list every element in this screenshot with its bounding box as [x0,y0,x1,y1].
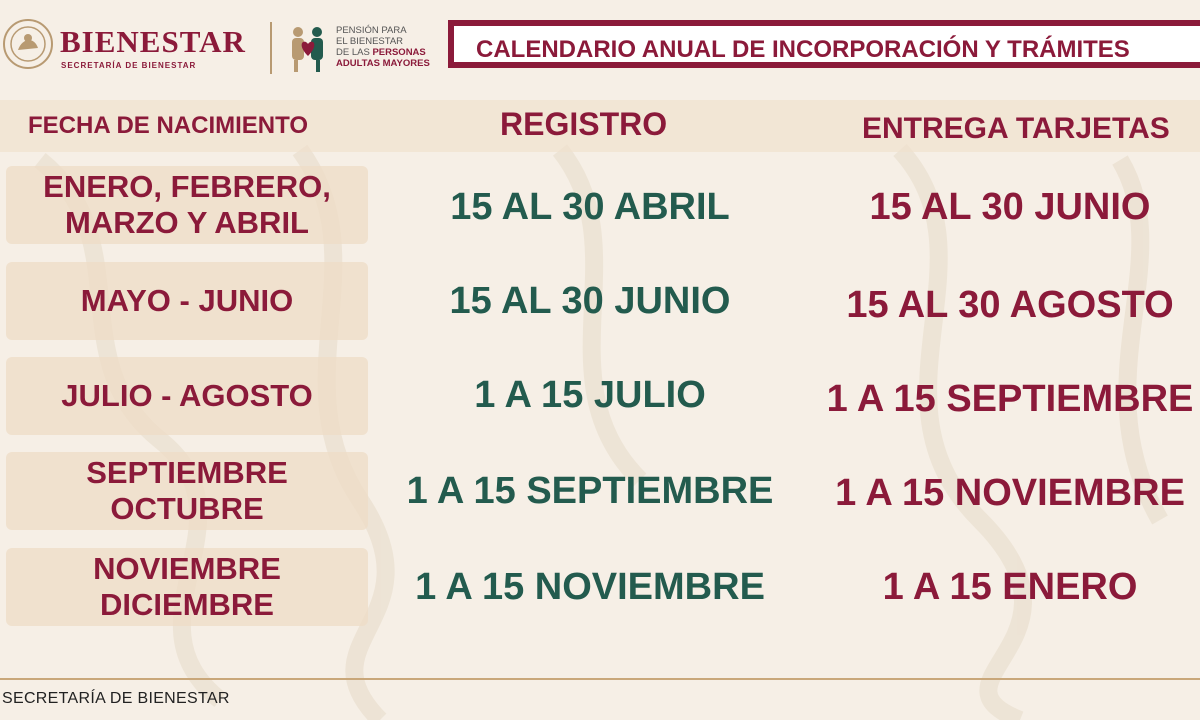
pension-line-4-text: ADULTAS MAYORES [336,58,430,69]
row-registration-date: 15 AL 30 JUNIO [449,280,731,322]
row-birth-months: SEPTIEMBRE OCTUBRE [86,455,288,526]
column-header-cards: ENTREGA TARJETAS [862,112,1170,145]
national-seal-icon [2,18,54,70]
title-banner-inner [454,26,1200,62]
column-header-registration: REGISTRO [500,106,668,142]
pension-line-3a: DE LAS [336,47,370,58]
table-row-label-box [6,357,368,435]
row-card-delivery-date: 1 A 15 ENERO [882,566,1138,608]
pension-line-1: PENSIÓN PARA [336,25,407,36]
table-row-label-box [6,452,368,530]
row-card-delivery-date: 15 AL 30 JUNIO [869,186,1151,228]
row-registration-date: 1 A 15 JULIO [474,374,706,416]
footer-divider [0,678,1200,680]
page-title: CALENDARIO ANUAL DE INCORPORACIÓN Y TRÁMITES [476,36,1130,63]
row-card-delivery-date: 1 A 15 NOVIEMBRE [835,472,1185,514]
row-card-delivery-date: 15 AL 30 AGOSTO [846,284,1174,326]
row-birth-months: NOVIEMBRE DICIEMBRE [93,551,281,622]
pension-logo-icon [286,24,330,72]
pension-line-2: EL BIENESTAR [336,36,404,47]
row-registration-date: 1 A 15 SEPTIEMBRE [406,470,774,512]
row-birth-months: JULIO - AGOSTO [61,378,313,413]
footer-text: SECRETARÍA DE BIENESTAR [2,690,230,707]
brand-subtitle: SECRETARÍA DE BIENESTAR [61,61,197,70]
row-birth-months: MAYO - JUNIO [80,283,294,318]
column-header-birth: FECHA DE NACIMIENTO [28,112,309,139]
table-row-label-box [6,166,368,244]
table-row-label-box [6,262,368,340]
pension-line-3b: PERSONAS [372,47,426,58]
pension-line-4 [336,58,456,69]
row-registration-date: 1 A 15 NOVIEMBRE [415,566,765,608]
header [0,0,1200,90]
title-banner [448,20,1200,68]
row-birth-months: ENERO, FEBRERO, MARZO Y ABRIL [43,169,331,240]
brand-divider [270,22,272,74]
table-row-label-box [6,548,368,626]
row-registration-date: 15 AL 30 ABRIL [450,186,730,228]
pension-line-3 [336,47,456,58]
row-card-delivery-date: 1 A 15 SEPTIEMBRE [826,378,1194,420]
pension-program-name [336,25,456,69]
brand-name: BIENESTAR [60,24,246,59]
